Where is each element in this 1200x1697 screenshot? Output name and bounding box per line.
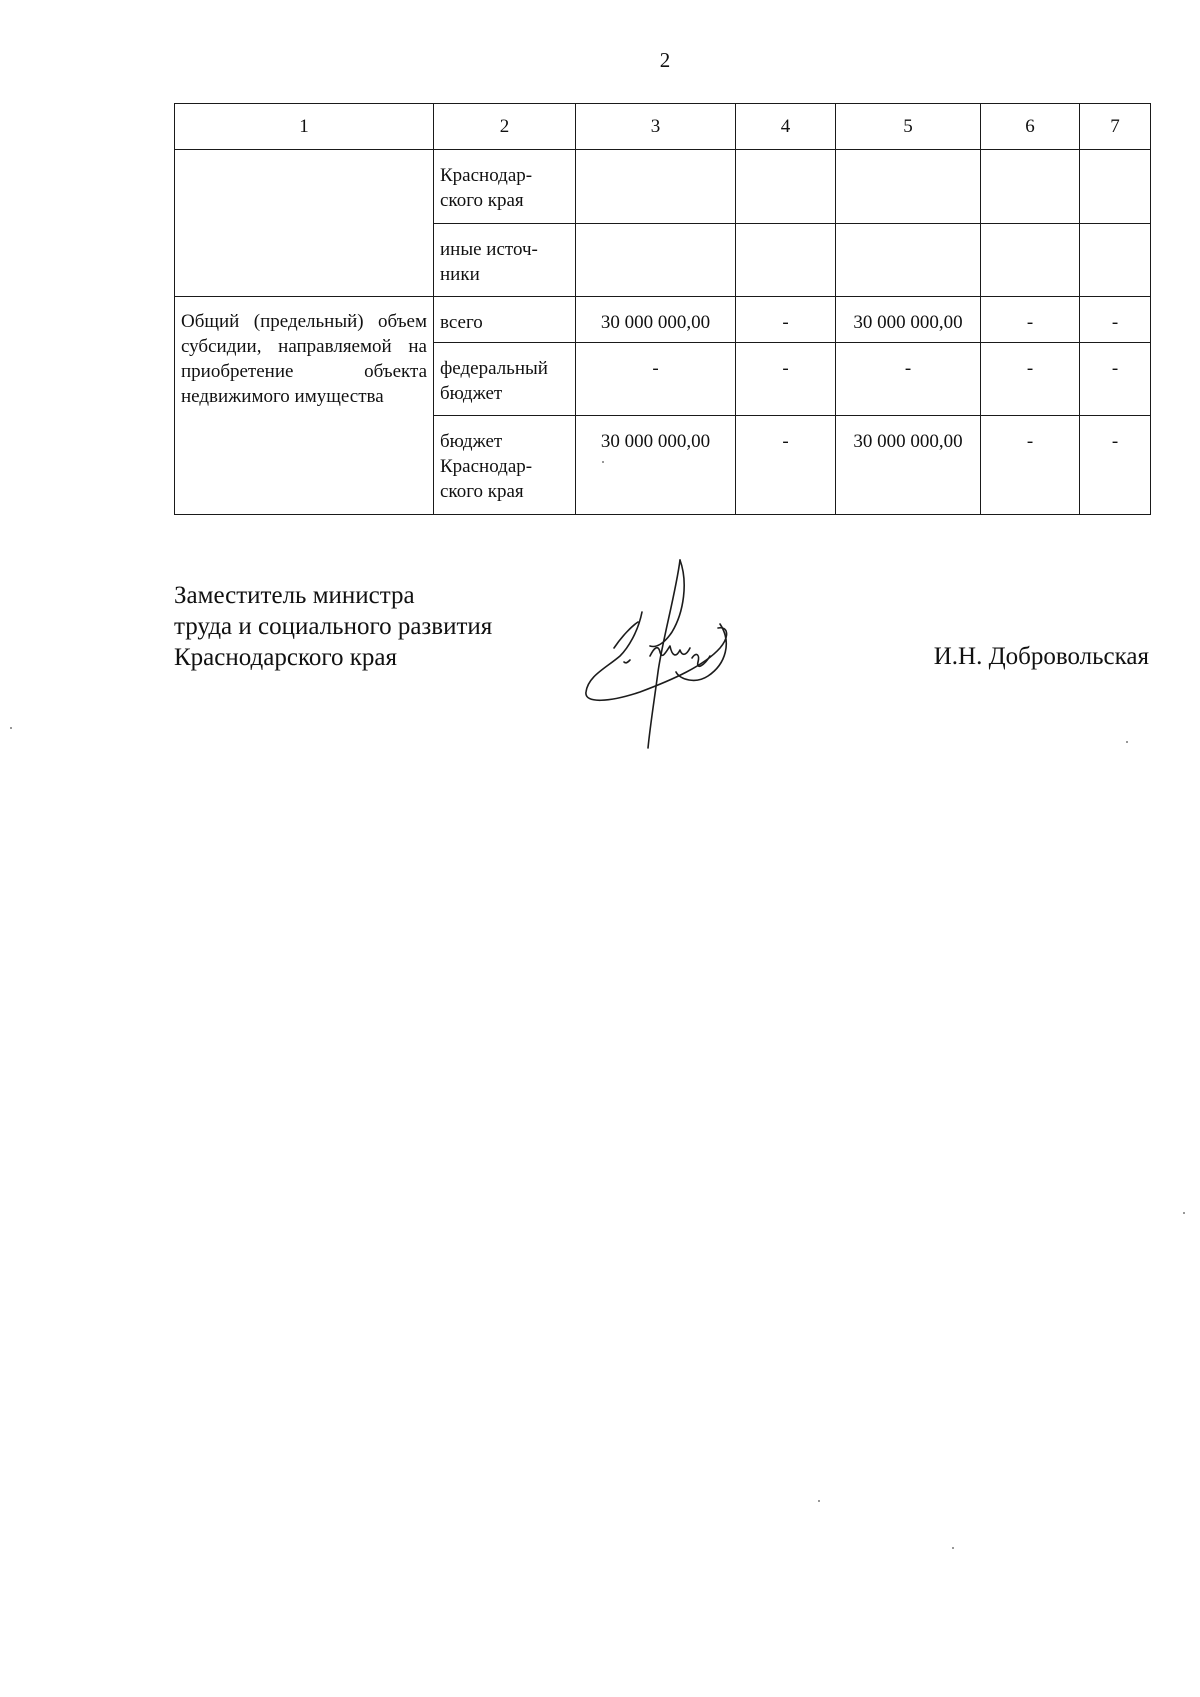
column-number-5: 5 [836, 104, 981, 150]
amount-cell: - [736, 297, 836, 343]
value-cell [1080, 150, 1151, 224]
value-cell [736, 224, 836, 297]
source-cell [434, 224, 576, 297]
amount-cell: - [981, 343, 1080, 416]
source-label: иные источ- ники [440, 239, 538, 285]
value-cell [981, 224, 1080, 297]
source-label: федеральный бюджет [440, 358, 548, 404]
value-cell [836, 150, 981, 224]
amount-cell: - [981, 297, 1080, 343]
signatory-position [174, 580, 492, 673]
scan-speck [10, 727, 12, 729]
source-label: бюджет Краснодар- ского края [440, 431, 533, 502]
value-cell [1080, 224, 1151, 297]
page-number: 2 [659, 48, 671, 72]
scan-speck [1183, 1212, 1185, 1214]
subsidy-table [174, 103, 1151, 515]
column-number-1: 1 [175, 104, 434, 150]
position-line: Заместитель министра [174, 582, 415, 609]
source-label: всего [440, 312, 483, 333]
source-label: Краснодар- ского края [440, 165, 533, 211]
amount-cell: - [1080, 416, 1151, 515]
source-cell [434, 150, 576, 224]
column-number-3: 3 [576, 104, 736, 150]
value-cell [736, 150, 836, 224]
value-cell [836, 224, 981, 297]
value-cell [981, 150, 1080, 224]
amount-cell: 30 000 000,00 [836, 416, 981, 515]
source-cell [434, 343, 576, 416]
source-cell [434, 416, 576, 515]
position-line: труда и социального развития [174, 613, 493, 640]
subsidy-name-cell: Общий (предельный) объем субсидии, направляемой на приобретение объекта недвижимого имущества [175, 297, 434, 515]
amount-cell: 30 000 000,00 [576, 416, 736, 515]
scan-speck [952, 1547, 954, 1549]
amount-cell: - [836, 343, 981, 416]
signatory-name: И.Н. Добровольская [933, 643, 1149, 670]
position-line: Краснодарского края [174, 644, 397, 671]
amount-cell: 30 000 000,00 [576, 297, 736, 343]
column-number-6: 6 [981, 104, 1080, 150]
value-cell [576, 224, 736, 297]
amount-cell: - [1080, 343, 1151, 416]
amount-cell: - [1080, 297, 1151, 343]
column-number-7: 7 [1080, 104, 1151, 150]
continued-name-cell [175, 150, 434, 297]
value-cell [576, 150, 736, 224]
table-row [175, 297, 1151, 343]
column-number-4: 4 [736, 104, 836, 150]
scan-speck [602, 461, 604, 463]
column-number-2: 2 [434, 104, 576, 150]
scan-speck [1126, 741, 1128, 743]
table-row [175, 150, 1151, 224]
amount-cell: - [576, 343, 736, 416]
handwritten-signature-icon [580, 552, 790, 752]
table-header-row [175, 104, 1151, 150]
amount-cell: - [736, 416, 836, 515]
source-cell [434, 297, 576, 343]
amount-cell: - [981, 416, 1080, 515]
amount-cell: 30 000 000,00 [836, 297, 981, 343]
amount-cell: - [736, 343, 836, 416]
scan-speck [818, 1500, 820, 1502]
